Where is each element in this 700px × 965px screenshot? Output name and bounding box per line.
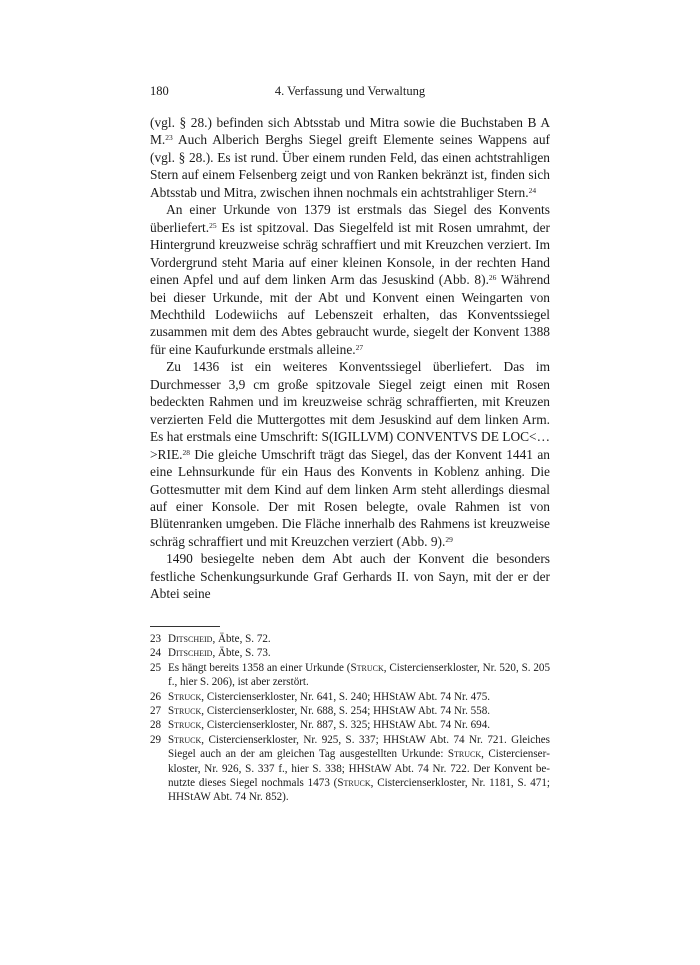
footnote-text [168,704,550,718]
footnote-text [168,733,550,805]
footnote-text: , Cistercienserkloster, Nr. 925, S. 337; HHStAW Abt. 74 Nr. 721. Gleiches Siegel auch an der am gleichen Tag ausgestellten Urkunde: [168,733,550,761]
footnote-reference: 29 [445,534,453,544]
author-name: Struck [168,719,202,732]
footnote-text: , Cistercienserkloster, Nr. 688, S. 254; HHStAW Abt. 74 Nr. 558. [201,705,491,718]
paragraph-text: Auch Alberich Berghs Siegel greift Elemente seines Wappens auf (vgl. § 28.). Es ist rund. Über einem runden Feld, das einen achtstrahligen Stern auf einem Felsenberg zeigt und von Ranken bekränzt ist, finden sich Abtsstab und Mitra, zwischen ihnen nochmals ein achtstrahliger Stern. [150,132,550,200]
footnotes [150,632,550,805]
footnote-reference: 25 [209,220,217,230]
footnote-text: , Äbte, S. 73. [212,647,271,660]
footnote [150,718,550,732]
body-text [150,114,550,603]
paragraph-text: Zu 1436 ist ein weiteres Konventssiegel überliefert. Das im Durchmesser 3,9 cm große spitzovale Siegel zeigt einen mit Rosen bedeckten Rahmen und im kreuzweise schräg schraffierten, mit Kreuzen verzierten Feld die Muttergottes mit dem Jesuskind auf dem linken Arm. Es hat erstmals eine Umschrift: S(IGILLVM) CONVENTVS DE LOC<…>RIE. [150,359,550,462]
paragraph-text: 1490 besiegelte neben dem Abt auch der Konvent die besonders festliche Schenkungsurkunde Graf Gerhards II. von Sayn, mit der er der Abtei seine [150,551,550,602]
footnote-text [168,632,550,646]
footnote-rule [150,626,220,627]
author-name: Struck [168,705,202,718]
paragraph [150,358,550,550]
paragraph [150,550,550,602]
author-name: Struck [447,748,482,761]
footnote-text: , Cistercienserkloster, Nr. 887, S. 325; HHStAW Abt. 74 Nr. 694. [201,719,491,732]
paragraph-text: Während bei dieser Urkunde, mit der Abt und Konvent einen Weingarten von Mechthild Lodewiichs auf Lebenszeit erhalten, das Konventssiegel zusammen mit dem des Abtes gebraucht wurde, siegelt der Konvent 1388 für eine Kaufurkunde erstmals alleine. [150,272,550,357]
footnote-number: 23 [150,633,162,645]
paragraph-text: An einer Urkunde von 1379 ist erstmals das Siegel des Konvents überliefert. [150,202,550,235]
footnote-text: Es hängt bereits 1358 an einer Urkunde ( [168,661,351,674]
footnote-text [168,690,550,704]
footnote [150,661,550,690]
footnote-reference: 23 [165,133,173,143]
author-name: Struck [168,733,202,746]
footnote-text [168,718,550,732]
footnote-number: 29 [150,733,162,746]
paragraph [150,114,550,201]
footnote [150,704,550,718]
paragraph-text: Es ist spitzoval. Das Siegelfeld ist mit Rosen umrahmt, der Hintergrund kreuzweise schräg schraffiert und mit Kreuzchen verziert. Im Vordergrund steht Maria auf einer kleinen Konsole, in der rechten Hand einen Apfel und auf dem linken Arm das Jesuskind (Abb. 8). [150,219,550,288]
paragraph-text: (vgl. § 28.) befinden sich Abtsstab und Mitra sowie die Buchstaben B A M. [150,115,550,148]
author-name: Ditscheid [168,633,213,645]
footnote-number: 28 [150,719,162,732]
footnote-number: 25 [150,661,162,674]
author-name: Struck [350,661,384,674]
paragraph [150,201,550,358]
page-number: 180 [150,84,169,98]
footnote-text: , Cistercienserkloster, Nr. 520, S. 205 f., hier S. 206), ist aber zerstört. [168,661,550,689]
footnote-reference: 24 [528,185,537,195]
footnote [150,632,550,646]
footnote-text [168,661,550,690]
footnote-reference: 26 [488,273,497,283]
author-name: Struck [337,777,371,790]
footnote [150,690,550,704]
page-header [150,84,550,104]
footnote-text: , Cistercienserkloster, Nr. 1181, S. 471; HHStAW Abt. 74 Nr. 852). [168,777,550,804]
footnote-text [168,646,550,660]
footnote-reference: 28 [182,447,190,457]
running-head: 4. Verfassung und Verwaltung [274,84,426,98]
footnote-reference: 27 [355,342,364,352]
paragraph-text: Die gleiche Umschrift trägt das Siegel, das der Konvent 1441 an eine Lehnsurkunde für ein Haus des Konvents in Koblenz anhing. Die Gottesmutter mit dem Kind auf dem linken Arm steht allerdings diesmal auf einer Konsole. Der mit Rosen belegte, ovale Rahmen ist von Blütenranken umgeben. Die Fläche innerhalb des Rahmens ist kreuzweise schräg schraffiert und mit Kreuzchen verziert (Abb. 9). [150,446,550,549]
author-name: Struck [168,690,202,703]
footnote-text: , Cistercienserkloster, Nr. 641, S. 240; HHStAW Abt. 74 Nr. 475. [201,690,491,703]
footnote-number: 26 [150,690,162,703]
footnote [150,646,550,660]
footnote-number: 27 [150,705,162,718]
footnote-text: , Cistercienserkloster, Nr. 926, S. 337 f., hier S. 338; HHStAW Abt. 74 Nr. 722. Der Konvent benutzte dieses Siegel nochmals 1473 ( [168,748,550,790]
footnote-text: , Äbte, S. 72. [212,633,271,645]
footnote [150,733,550,805]
author-name: Ditscheid [168,647,213,660]
footnote-number: 24 [150,647,162,660]
